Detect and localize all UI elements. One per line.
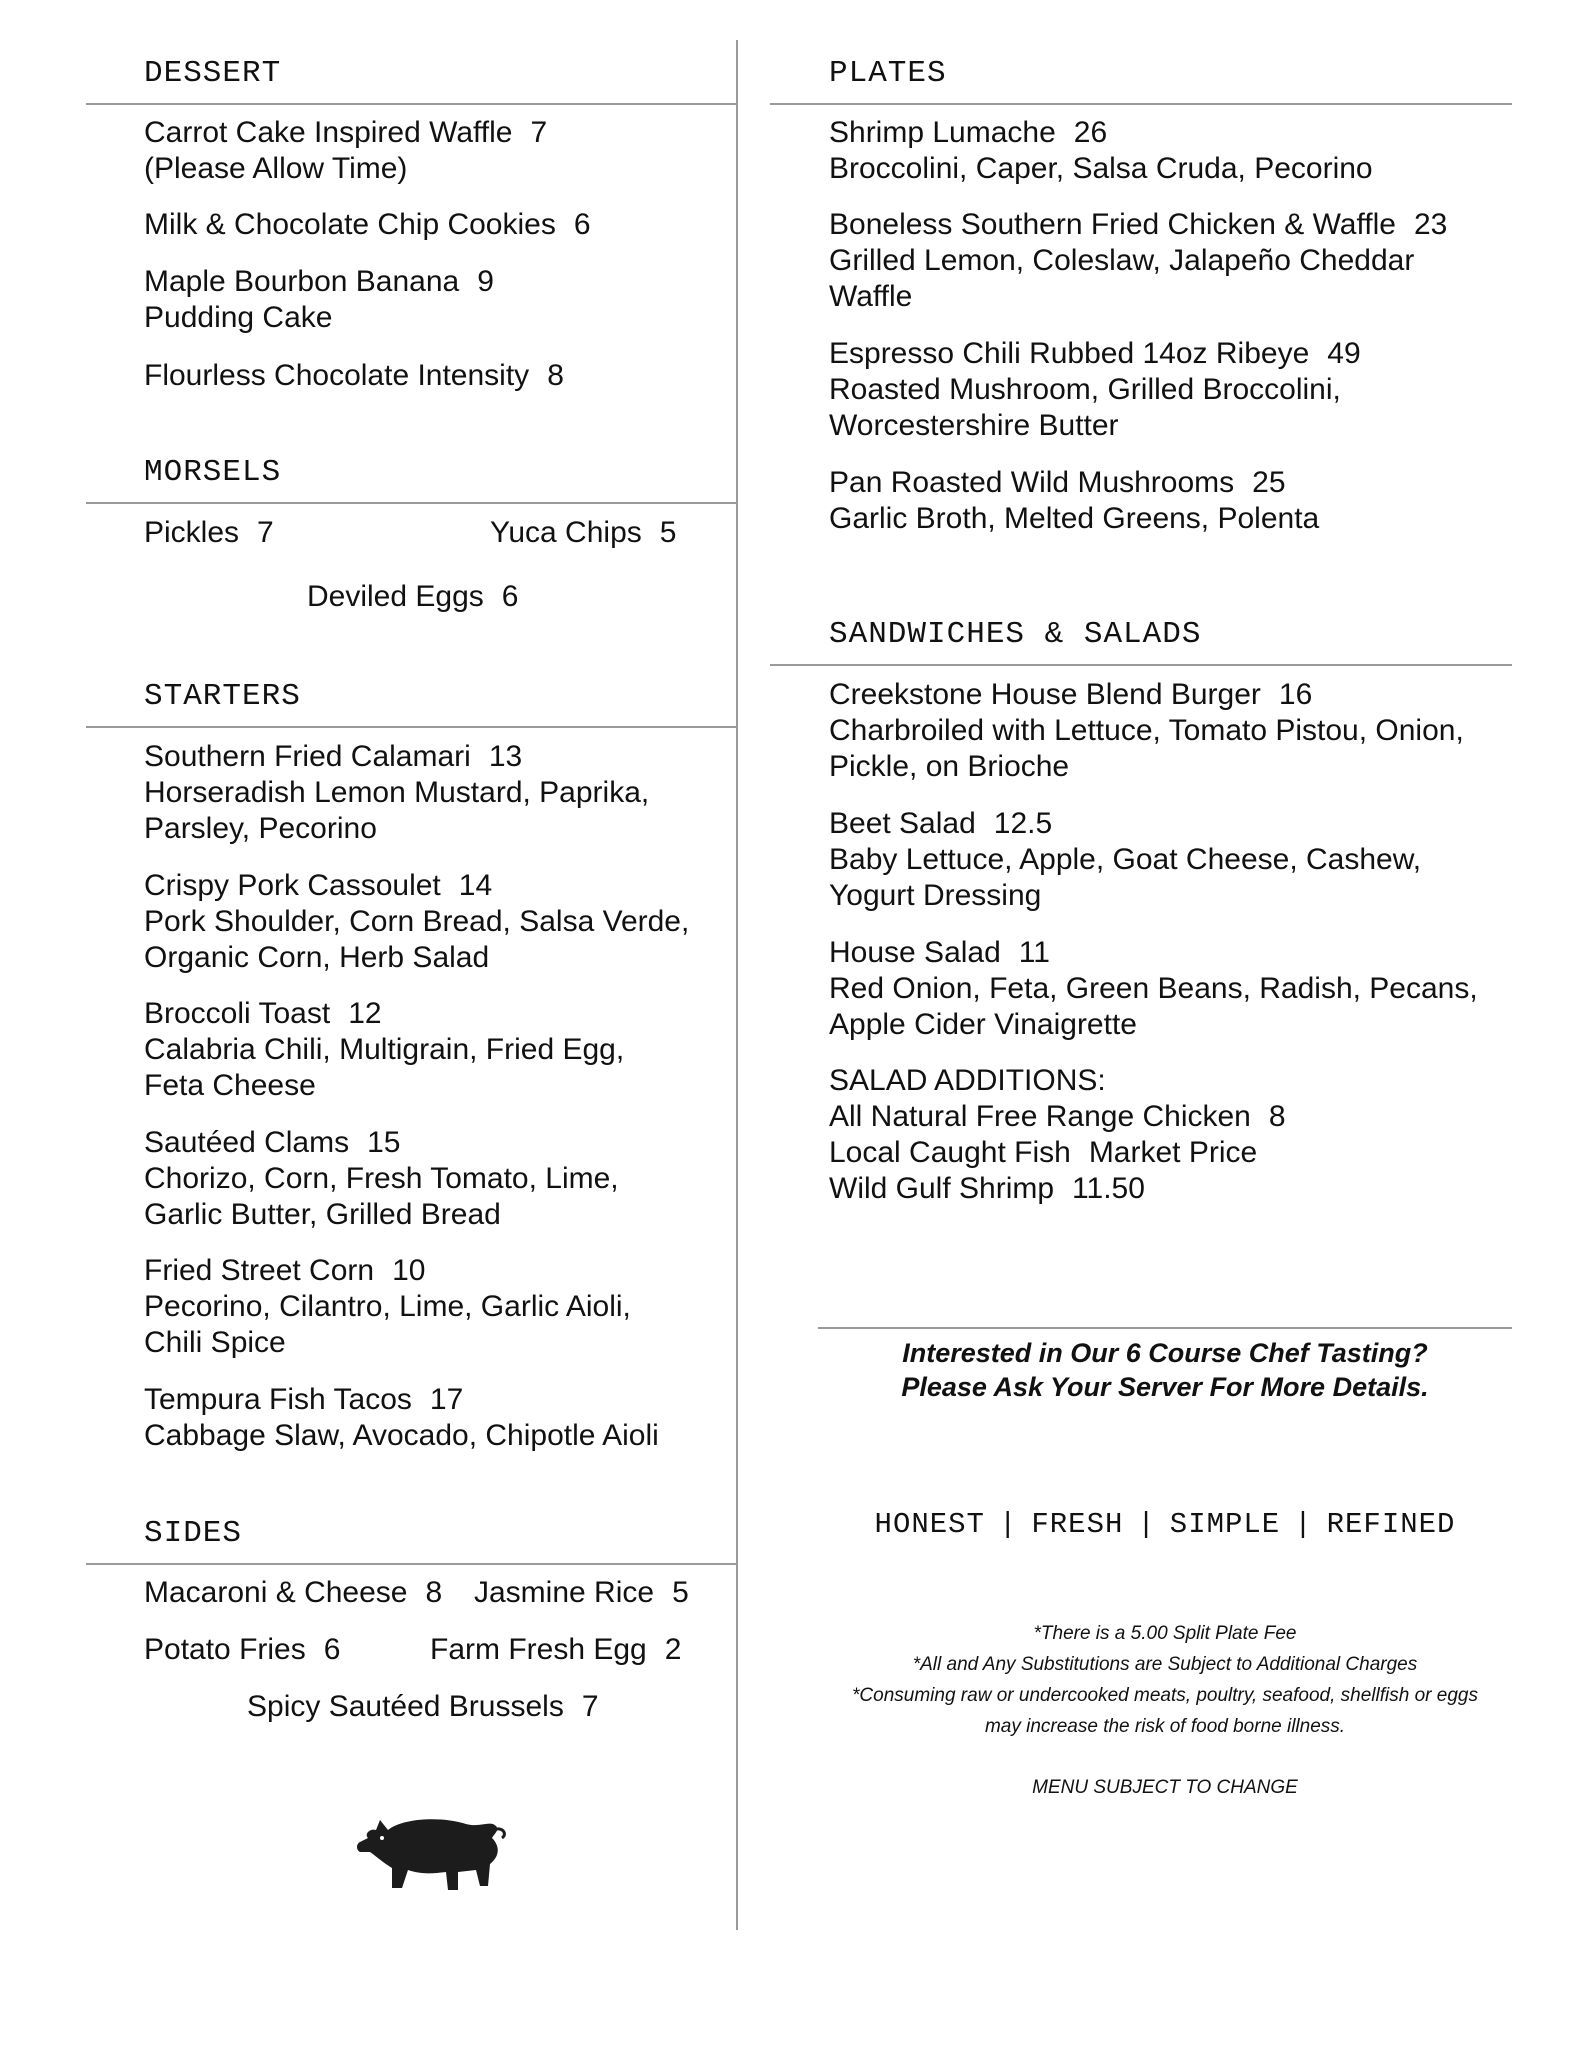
motto-word: FRESH (1031, 1508, 1124, 1541)
menu-item (144, 207, 591, 243)
item-name: Espresso Chili Rubbed 14oz Ribeye (829, 337, 1310, 370)
item-name: Fried Street Corn (144, 1254, 375, 1287)
menu-change-note: MENU SUBJECT TO CHANGE (1032, 1777, 1298, 1798)
consuming-note: *Consuming raw or undercooked meats, poultry, seafood, shellfish or eggs (852, 1685, 1478, 1706)
item-price: 7 (581, 1690, 599, 1723)
sandwiches-heading: SANDWICHES & SALADS (829, 617, 1202, 652)
item-price: 8 (1268, 1100, 1286, 1133)
menu-item (144, 1382, 659, 1454)
motto-separator: | (998, 1508, 1018, 1541)
tasting-line-2: Please Ask Your Server For More Details. (901, 1372, 1429, 1402)
item-name: House Salad (829, 936, 1001, 969)
pig-icon (330, 1790, 520, 1900)
item-name: Boneless Southern Fried Chicken & Waffle (829, 208, 1396, 241)
substitutions-note: *All and Any Substitutions are Subject to Additional Charges (912, 1654, 1418, 1675)
item-description: Pickle, on Brioche (829, 750, 1070, 783)
item-description: Garlic Butter, Grilled Bread (144, 1198, 501, 1231)
menu-item (144, 996, 624, 1104)
item-price: 15 (367, 1126, 401, 1159)
sides-rule (86, 1563, 736, 1565)
item-name: Yuca Chips (490, 516, 642, 549)
item-name: Pan Roasted Wild Mushrooms (829, 466, 1235, 499)
menu-item (144, 739, 649, 847)
menu-item (144, 1253, 631, 1361)
item-price: Market Price (1088, 1136, 1258, 1169)
menu-item (829, 115, 1373, 187)
item-price: 2 (664, 1633, 682, 1666)
plates-rule (770, 103, 1512, 105)
item-name: Shrimp Lumache (829, 116, 1056, 149)
item-price: 8 (547, 359, 564, 392)
menu-item (144, 264, 494, 336)
item-price: 9 (477, 265, 494, 298)
item-description: Worcestershire Butter (829, 409, 1119, 442)
menu-item (307, 579, 518, 615)
morsels-rule (86, 502, 736, 504)
item-price: 14 (458, 869, 493, 902)
split-fee-note: *There is a 5.00 Split Plate Fee (1033, 1623, 1297, 1644)
item-name: Macaroni & Cheese (144, 1576, 408, 1609)
item-name: Wild Gulf Shrimp (829, 1172, 1055, 1205)
menu-item (829, 935, 1478, 1043)
item-description: Garlic Broth, Melted Greens, Polenta (829, 502, 1320, 535)
item-description: Yogurt Dressing (829, 879, 1042, 912)
item-price: 5 (659, 516, 677, 549)
item-description: Organic Corn, Herb Salad (144, 941, 490, 974)
item-name: Tempura Fish Tacos (144, 1383, 412, 1416)
tasting-line-1: Interested in Our 6 Course Chef Tasting? (902, 1338, 1428, 1368)
dessert-heading: DESSERT (144, 56, 282, 91)
consuming-note-2: may increase the risk of food borne illness. (984, 1716, 1346, 1737)
motto-separator: | (1294, 1508, 1313, 1541)
item-description: Calabria Chili, Multigrain, Fried Egg, (144, 1033, 625, 1066)
sides-heading: SIDES (144, 1516, 243, 1551)
motto (820, 1508, 1510, 1541)
sandwiches-rule (770, 664, 1512, 666)
dessert-rule (86, 103, 736, 105)
starters-heading: STARTERS (144, 679, 301, 714)
motto-word: REFINED (1326, 1508, 1456, 1541)
tasting-promo (820, 1336, 1510, 1404)
item-name: Beet Salad (829, 807, 976, 840)
starters-rule (86, 726, 736, 728)
item-price: 25 (1252, 466, 1286, 499)
fine-print (820, 1618, 1510, 1803)
menu-item (144, 868, 689, 976)
item-price: 16 (1278, 678, 1313, 711)
salad-additions (829, 1063, 1286, 1207)
item-description: Horseradish Lemon Mustard, Paprika, (144, 776, 650, 809)
menu-item (247, 1689, 599, 1725)
item-name: Local Caught Fish (829, 1136, 1071, 1169)
item-price: 12 (348, 997, 382, 1030)
item-name: Potato Fries (144, 1633, 306, 1666)
item-price: 17 (429, 1383, 464, 1416)
item-note: (Please Allow Time) (144, 152, 408, 185)
item-description: Roasted Mushroom, Grilled Broccolini, (829, 373, 1341, 406)
item-name: Southern Fried Calamari (144, 740, 471, 773)
item-description: Red Onion, Feta, Green Beans, Radish, Pecans, (829, 972, 1478, 1005)
menu-item (144, 1125, 619, 1233)
item-description: Parsley, Pecorino (144, 812, 377, 845)
item-price: 6 (501, 580, 519, 613)
item-price: 26 (1073, 116, 1108, 149)
item-name: Sautéed Clams (144, 1126, 350, 1159)
menu-item (144, 1632, 340, 1668)
item-description: Waffle (829, 280, 913, 313)
motto-word: SIMPLE (1169, 1508, 1281, 1541)
item-price: 49 (1327, 337, 1361, 370)
item-description: Chorizo, Corn, Fresh Tomato, Lime, (144, 1162, 619, 1195)
item-price: 12.5 (993, 807, 1053, 840)
menu-item (490, 515, 676, 551)
item-name: Spicy Sautéed Brussels (247, 1690, 564, 1723)
item-description: Pecorino, Cilantro, Lime, Garlic Aioli, (144, 1290, 631, 1323)
menu-item (144, 515, 274, 551)
item-note: Pudding Cake (144, 301, 333, 334)
item-description: Pork Shoulder, Corn Bread, Salsa Verde, (144, 905, 690, 938)
item-price: 6 (323, 1633, 341, 1666)
menu-item (829, 336, 1361, 444)
item-price: 11.50 (1072, 1172, 1145, 1205)
menu-item (829, 806, 1421, 914)
menu-item (829, 677, 1464, 785)
column-divider (736, 40, 738, 1930)
item-name: Carrot Cake Inspired Waffle (144, 116, 513, 149)
tasting-rule (818, 1327, 1512, 1329)
item-name: Flourless Chocolate Intensity (144, 359, 530, 392)
item-name: Maple Bourbon Banana (144, 265, 460, 298)
menu-item (144, 358, 564, 394)
menu-item (829, 465, 1319, 537)
item-price: 23 (1413, 208, 1448, 241)
item-price: 13 (488, 740, 523, 773)
item-description: Cabbage Slaw, Avocado, Chipotle Aioli (144, 1419, 659, 1452)
item-name: Deviled Eggs (307, 580, 484, 613)
item-price: 5 (672, 1576, 689, 1609)
item-name: Milk & Chocolate Chip Cookies (144, 208, 556, 241)
morsels-heading: MORSELS (144, 455, 282, 490)
item-description: Charbroiled with Lettuce, Tomato Pistou, Onion, (829, 714, 1464, 747)
motto-word: HONEST (874, 1508, 985, 1541)
item-description: Apple Cider Vinaigrette (829, 1008, 1137, 1041)
menu-item (144, 1575, 442, 1611)
item-price: 10 (392, 1254, 426, 1287)
item-price: 7 (257, 516, 274, 549)
menu-item (474, 1575, 689, 1611)
item-price: 6 (573, 208, 591, 241)
item-name: Broccoli Toast (144, 997, 331, 1030)
salad-additions-title: SALAD ADDITIONS: (829, 1064, 1106, 1097)
item-description: Chili Spice (144, 1326, 286, 1359)
item-name: Farm Fresh Egg (430, 1633, 647, 1666)
item-price: 11 (1018, 936, 1050, 969)
item-name: Pickles (144, 516, 240, 549)
plates-heading: PLATES (829, 56, 947, 91)
item-description: Feta Cheese (144, 1069, 316, 1102)
motto-separator: | (1137, 1508, 1156, 1541)
item-name: Crispy Pork Cassoulet (144, 869, 441, 902)
item-name: All Natural Free Range Chicken (829, 1100, 1251, 1133)
item-name: Creekstone House Blend Burger (829, 678, 1261, 711)
item-price: 8 (425, 1576, 443, 1609)
menu-item (144, 115, 547, 187)
item-description: Grilled Lemon, Coleslaw, Jalapeño Cheddar (829, 244, 1415, 277)
item-price: 7 (530, 116, 548, 149)
menu-item (829, 207, 1447, 315)
menu-item (430, 1632, 681, 1668)
item-name: Jasmine Rice (474, 1576, 655, 1609)
item-description: Broccolini, Caper, Salsa Cruda, Pecorino (829, 152, 1373, 185)
item-description: Baby Lettuce, Apple, Goat Cheese, Cashew, (829, 843, 1422, 876)
